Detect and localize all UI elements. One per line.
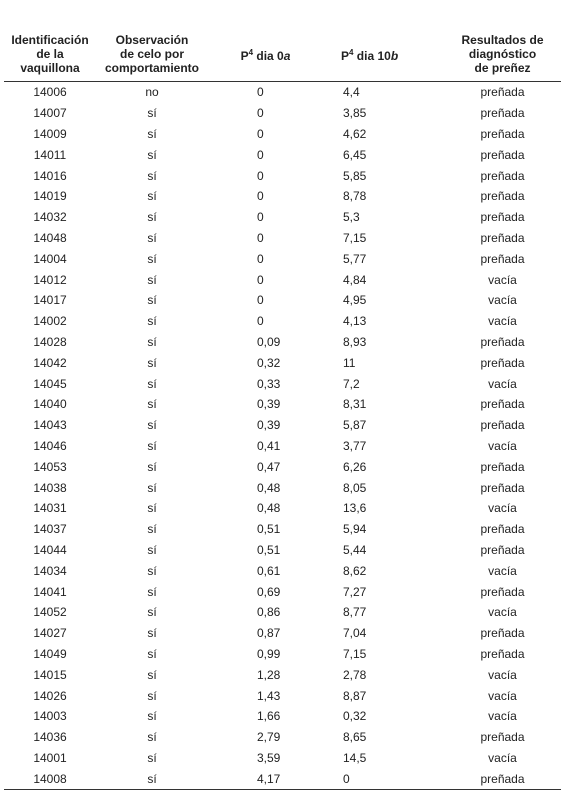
table-row bbox=[4, 540, 561, 561]
cell-heifer-id: 14040 bbox=[33, 397, 67, 412]
header-line: de preñez bbox=[474, 61, 531, 75]
cell-heifer-id: 14053 bbox=[33, 459, 67, 474]
table-row bbox=[4, 519, 561, 540]
table-row bbox=[4, 352, 561, 373]
cell-p4-day0: 0 bbox=[257, 230, 264, 245]
cell-heat-observation: sí bbox=[147, 334, 157, 349]
cell-p4-day0: 0,32 bbox=[257, 355, 281, 370]
cell-pregnancy-result: vacía bbox=[488, 272, 517, 287]
cell-p4-day0: 0 bbox=[257, 210, 264, 225]
header-line: vaquillona bbox=[20, 61, 80, 75]
cell-heifer-id: 14028 bbox=[33, 334, 67, 349]
table-row bbox=[4, 124, 561, 145]
header-p4-day0 bbox=[208, 8, 323, 82]
cell-p4-day10: 11 bbox=[343, 355, 356, 370]
cell-heat-observation: sí bbox=[147, 355, 157, 370]
cell-pregnancy-result: vacía bbox=[488, 709, 517, 724]
cell-p4-day10: 4,62 bbox=[343, 126, 367, 141]
cell-heat-observation: sí bbox=[147, 438, 157, 453]
heifer-data-table bbox=[4, 8, 561, 790]
table-row bbox=[4, 415, 561, 436]
cell-pregnancy-result: preñada bbox=[480, 646, 525, 661]
table-row bbox=[4, 144, 561, 165]
cell-pregnancy-result: preñada bbox=[480, 418, 525, 433]
cell-p4-day0: 0 bbox=[257, 272, 264, 287]
table-row bbox=[4, 103, 561, 124]
table-row bbox=[4, 373, 561, 394]
cell-p4-day10: 4,13 bbox=[343, 314, 367, 329]
cell-pregnancy-result: vacía bbox=[488, 688, 517, 703]
table-row bbox=[4, 290, 561, 311]
cell-p4-day0: 1,43 bbox=[257, 688, 281, 703]
cell-p4-day10: 13,6 bbox=[343, 501, 367, 516]
cell-p4-day0: 0,51 bbox=[257, 522, 281, 537]
header-p4-day0-middle: dia 0 bbox=[253, 49, 284, 63]
cell-heifer-id: 14041 bbox=[33, 584, 67, 599]
header-line: Resultados de bbox=[461, 33, 544, 47]
header-heat-observation bbox=[96, 8, 208, 82]
cell-heifer-id: 14006 bbox=[33, 85, 67, 100]
cell-pregnancy-result: preñada bbox=[444, 768, 561, 789]
table-row bbox=[4, 165, 561, 186]
header-pregnancy-result bbox=[444, 8, 561, 82]
cell-p4-day0: 0,47 bbox=[257, 459, 281, 474]
table-row bbox=[4, 727, 561, 748]
table-row bbox=[4, 623, 561, 644]
header-line: comportamiento bbox=[104, 61, 199, 75]
cell-heat-observation: sí bbox=[147, 667, 157, 682]
cell-heat-observation: sí bbox=[147, 459, 157, 474]
cell-heifer-id: 14017 bbox=[33, 293, 67, 308]
cell-pregnancy-result: preñada bbox=[480, 459, 525, 474]
cell-p4-day0: 0,39 bbox=[257, 418, 281, 433]
header-p4-day0-sup: 4 bbox=[248, 48, 254, 57]
cell-p4-day0: 0 bbox=[257, 85, 264, 100]
table-row bbox=[4, 228, 561, 249]
cell-heat-observation: sí bbox=[147, 168, 157, 183]
cell-heat-observation: sí bbox=[147, 397, 157, 412]
cell-p4-day10: 5,3 bbox=[343, 210, 360, 225]
cell-p4-day10: 5,85 bbox=[343, 168, 367, 183]
cell-heifer-id: 14007 bbox=[33, 106, 67, 121]
header-line: de celo por bbox=[119, 47, 184, 61]
table-row bbox=[4, 560, 561, 581]
cell-pregnancy-result: preñada bbox=[480, 147, 525, 162]
cell-heifer-id: 14003 bbox=[33, 709, 67, 724]
cell-p4-day0: 1,66 bbox=[257, 709, 281, 724]
cell-p4-day0: 0,33 bbox=[257, 376, 281, 391]
cell-p4-day10: 0,32 bbox=[343, 709, 367, 724]
cell-heifer-id: 14031 bbox=[33, 501, 67, 516]
header-p4-day0-prefix: P bbox=[240, 49, 249, 63]
cell-heat-observation: sí bbox=[147, 418, 157, 433]
cell-pregnancy-result: preñada bbox=[480, 626, 525, 641]
cell-p4-day10: 3,85 bbox=[343, 106, 367, 121]
cell-heifer-id: 14032 bbox=[33, 210, 67, 225]
cell-heifer-id: 14001 bbox=[33, 750, 67, 765]
cell-heat-observation: sí bbox=[147, 522, 157, 537]
cell-p4-day0: 0,99 bbox=[257, 646, 281, 661]
cell-heifer-id: 14046 bbox=[33, 438, 67, 453]
cell-heat-observation: sí bbox=[147, 293, 157, 308]
cell-pregnancy-result: vacía bbox=[488, 314, 517, 329]
table-row bbox=[4, 207, 561, 228]
cell-p4-day0: 0,39 bbox=[257, 397, 281, 412]
cell-p4-day10: 2,78 bbox=[343, 667, 367, 682]
header-p4-day10 bbox=[323, 8, 444, 82]
cell-p4-day0: 0,86 bbox=[257, 605, 281, 620]
table-row bbox=[4, 748, 561, 769]
cell-p4-day10: 7,2 bbox=[343, 376, 360, 391]
cell-heifer-id: 14016 bbox=[33, 168, 67, 183]
cell-heifer-id: 14008 bbox=[4, 768, 96, 789]
cell-p4-day0: 4,17 bbox=[208, 768, 323, 789]
cell-heat-observation: sí bbox=[147, 106, 157, 121]
header-p4-day0-suffix: a bbox=[283, 49, 291, 63]
cell-heifer-id: 14036 bbox=[33, 730, 67, 745]
cell-pregnancy-result: vacía bbox=[488, 605, 517, 620]
cell-p4-day0: 0 bbox=[257, 251, 264, 266]
cell-heat-observation: sí bbox=[147, 230, 157, 245]
cell-pregnancy-result: vacía bbox=[488, 438, 517, 453]
table-row bbox=[4, 436, 561, 457]
table-row bbox=[4, 269, 561, 290]
cell-heifer-id: 14015 bbox=[33, 667, 67, 682]
cell-heat-observation: sí bbox=[147, 542, 157, 557]
cell-p4-day10: 8,31 bbox=[343, 397, 367, 412]
cell-p4-day10: 8,05 bbox=[343, 480, 367, 495]
cell-p4-day10: 7,27 bbox=[343, 584, 367, 599]
cell-p4-day10: 8,77 bbox=[343, 605, 367, 620]
cell-p4-day0: 0,09 bbox=[257, 334, 281, 349]
cell-p4-day10: 6,26 bbox=[343, 459, 367, 474]
cell-pregnancy-result: vacía bbox=[488, 293, 517, 308]
cell-heifer-id: 14043 bbox=[33, 418, 67, 433]
cell-p4-day10: 7,04 bbox=[343, 626, 367, 641]
cell-p4-day10: 4,84 bbox=[343, 272, 367, 287]
cell-heat-observation: sí bbox=[147, 709, 157, 724]
cell-p4-day0: 0 bbox=[257, 126, 264, 141]
cell-heat-observation: sí bbox=[147, 314, 157, 329]
cell-p4-day10: 0 bbox=[323, 768, 444, 789]
cell-pregnancy-result: preñada bbox=[480, 542, 525, 557]
cell-heifer-id: 14045 bbox=[33, 376, 67, 391]
cell-heifer-id: 14038 bbox=[33, 480, 67, 495]
cell-p4-day0: 0,87 bbox=[257, 626, 281, 641]
cell-heat-observation: sí bbox=[147, 147, 157, 162]
cell-pregnancy-result: preñada bbox=[480, 355, 525, 370]
table-row bbox=[4, 311, 561, 332]
cell-pregnancy-result: preñada bbox=[480, 126, 525, 141]
cell-p4-day10: 5,44 bbox=[343, 542, 367, 557]
cell-heat-observation: sí bbox=[147, 189, 157, 204]
cell-heat-observation: sí bbox=[147, 251, 157, 266]
table-row bbox=[4, 332, 561, 353]
cell-pregnancy-result: vacía bbox=[488, 750, 517, 765]
cell-p4-day0: 0 bbox=[257, 314, 264, 329]
cell-pregnancy-result: preñada bbox=[480, 251, 525, 266]
cell-heat-observation: sí bbox=[147, 605, 157, 620]
table-row bbox=[4, 581, 561, 602]
cell-p4-day0: 3,59 bbox=[257, 750, 281, 765]
cell-p4-day10: 8,78 bbox=[343, 189, 367, 204]
cell-p4-day0: 1,28 bbox=[257, 667, 281, 682]
cell-pregnancy-result: preñada bbox=[480, 730, 525, 745]
cell-pregnancy-result: preñada bbox=[480, 522, 525, 537]
table-row bbox=[4, 602, 561, 623]
cell-pregnancy-result: vacía bbox=[488, 667, 517, 682]
cell-p4-day10: 5,87 bbox=[343, 418, 367, 433]
cell-p4-day10: 8,87 bbox=[343, 688, 367, 703]
cell-heifer-id: 14037 bbox=[33, 522, 67, 537]
cell-heat-observation: sí bbox=[96, 768, 208, 789]
cell-heifer-id: 14026 bbox=[33, 688, 67, 703]
table-row bbox=[4, 685, 561, 706]
cell-p4-day10: 7,15 bbox=[343, 230, 367, 245]
table-row bbox=[4, 644, 561, 665]
cell-pregnancy-result: vacía bbox=[488, 563, 517, 578]
cell-heifer-id: 14048 bbox=[33, 230, 67, 245]
cell-heat-observation: sí bbox=[147, 584, 157, 599]
table-row bbox=[4, 456, 561, 477]
cell-heat-observation: sí bbox=[147, 750, 157, 765]
cell-p4-day10: 5,94 bbox=[343, 522, 367, 537]
table-row bbox=[4, 768, 561, 789]
cell-heifer-id: 14042 bbox=[33, 355, 67, 370]
cell-pregnancy-result: preñada bbox=[480, 334, 525, 349]
cell-heat-observation: sí bbox=[147, 646, 157, 661]
cell-p4-day10: 6,45 bbox=[343, 147, 367, 162]
cell-pregnancy-result: preñada bbox=[480, 85, 525, 100]
cell-heat-observation: sí bbox=[147, 730, 157, 745]
cell-heifer-id: 14044 bbox=[33, 542, 67, 557]
cell-heat-observation: sí bbox=[147, 376, 157, 391]
table-row bbox=[4, 664, 561, 685]
cell-heat-observation: sí bbox=[147, 126, 157, 141]
cell-pregnancy-result: preñada bbox=[480, 397, 525, 412]
cell-p4-day0: 0 bbox=[257, 106, 264, 121]
cell-heifer-id: 14027 bbox=[33, 626, 67, 641]
cell-p4-day10: 5,77 bbox=[343, 251, 367, 266]
cell-p4-day10: 3,77 bbox=[343, 438, 367, 453]
header-p4-day10-suffix: b bbox=[390, 49, 399, 63]
cell-p4-day0: 0,69 bbox=[257, 584, 281, 599]
cell-pregnancy-result: preñada bbox=[480, 168, 525, 183]
table-header bbox=[4, 8, 561, 82]
cell-p4-day10: 4,4 bbox=[343, 85, 360, 100]
header-line: Identificación bbox=[11, 33, 89, 47]
cell-p4-day0: 0,61 bbox=[257, 563, 281, 578]
cell-p4-day10: 4,95 bbox=[343, 293, 367, 308]
cell-p4-day0: 0,48 bbox=[257, 480, 281, 495]
cell-p4-day10: 8,62 bbox=[343, 563, 367, 578]
cell-heat-observation: sí bbox=[147, 501, 157, 516]
cell-p4-day0: 0,48 bbox=[257, 501, 281, 516]
header-heifer-id bbox=[4, 8, 96, 82]
cell-heifer-id: 14019 bbox=[33, 189, 67, 204]
cell-pregnancy-result: vacía bbox=[488, 376, 517, 391]
cell-pregnancy-result: preñada bbox=[480, 230, 525, 245]
cell-p4-day10: 14,5 bbox=[343, 750, 367, 765]
table-row bbox=[4, 498, 561, 519]
table-row bbox=[4, 248, 561, 269]
cell-pregnancy-result: preñada bbox=[480, 210, 525, 225]
cell-p4-day0: 0 bbox=[257, 147, 264, 162]
cell-p4-day0: 0 bbox=[257, 293, 264, 308]
cell-p4-day10: 7,15 bbox=[343, 646, 367, 661]
header-line: diagnóstico bbox=[468, 47, 537, 61]
cell-p4-day0: 2,79 bbox=[257, 730, 281, 745]
cell-heifer-id: 14002 bbox=[33, 314, 67, 329]
cell-p4-day0: 0,41 bbox=[257, 438, 281, 453]
cell-pregnancy-result: vacía bbox=[488, 501, 517, 516]
table-row bbox=[4, 706, 561, 727]
cell-heifer-id: 14009 bbox=[33, 126, 67, 141]
cell-p4-day10: 8,65 bbox=[343, 730, 367, 745]
cell-pregnancy-result: preñada bbox=[480, 189, 525, 204]
cell-pregnancy-result: preñada bbox=[480, 480, 525, 495]
cell-pregnancy-result: preñada bbox=[480, 106, 525, 121]
table-row bbox=[4, 394, 561, 415]
cell-p4-day0: 0,51 bbox=[257, 542, 281, 557]
cell-heifer-id: 14049 bbox=[33, 646, 67, 661]
cell-heat-observation: sí bbox=[147, 210, 157, 225]
table-row bbox=[4, 186, 561, 207]
cell-heifer-id: 14012 bbox=[33, 272, 67, 287]
cell-heifer-id: 14052 bbox=[33, 605, 67, 620]
header-p4-day10-prefix: P bbox=[341, 49, 350, 63]
cell-heat-observation: sí bbox=[147, 272, 157, 287]
table-row bbox=[4, 82, 561, 103]
cell-p4-day0: 0 bbox=[257, 189, 264, 204]
header-row bbox=[4, 8, 561, 82]
cell-heat-observation: sí bbox=[147, 626, 157, 641]
table-body bbox=[4, 82, 561, 790]
cell-heifer-id: 14034 bbox=[33, 563, 67, 578]
header-p4-day10-middle: dia 10 bbox=[353, 49, 391, 63]
cell-heat-observation: sí bbox=[147, 480, 157, 495]
header-line: de la bbox=[36, 47, 64, 61]
header-p4-day10-sup: 4 bbox=[349, 48, 354, 57]
table-row bbox=[4, 477, 561, 498]
header-line: Observación bbox=[115, 33, 189, 47]
cell-heifer-id: 14011 bbox=[33, 147, 67, 162]
cell-heifer-id: 14004 bbox=[33, 251, 67, 266]
cell-p4-day0: 0 bbox=[257, 168, 264, 183]
cell-p4-day10: 8,93 bbox=[343, 334, 367, 349]
cell-pregnancy-result: preñada bbox=[480, 584, 525, 599]
cell-heat-observation: no bbox=[145, 85, 159, 100]
cell-heat-observation: sí bbox=[147, 688, 157, 703]
cell-heat-observation: sí bbox=[147, 563, 157, 578]
